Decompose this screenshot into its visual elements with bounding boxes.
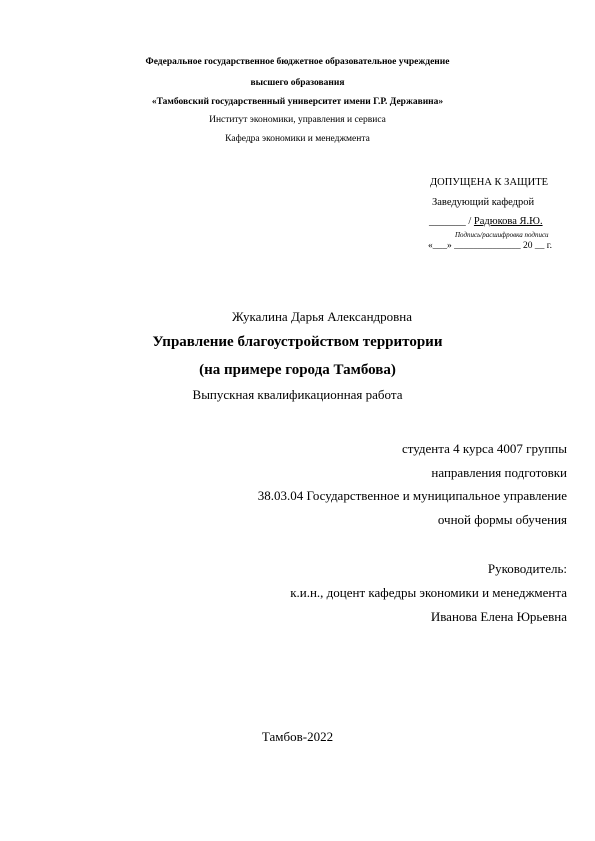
- author-name: Жукалина Дарья Александровна: [232, 309, 413, 324]
- signature-caption: Подпись/расшифровка подписи: [455, 231, 549, 239]
- approval-date-line: «___» ______________ 20 __ г.: [428, 241, 552, 251]
- approval-status: ДОПУЩЕНА К ЗАЩИТЕ: [430, 177, 549, 188]
- supervisor-position: к.и.н., доцент кафедры экономики и менеджмента: [290, 585, 567, 600]
- supervisor-label: Руководитель:: [487, 561, 567, 576]
- institution-line-1: Федеральное государственное бюджетное образовательное учреждение: [145, 57, 450, 67]
- university-name: «Тамбовский государственный университет имени Г.Р. Державина»: [151, 97, 444, 107]
- head-name: Радюкова Я.Ю.: [473, 216, 543, 227]
- institute-name: Институт экономики, управления и сервиса: [209, 115, 386, 125]
- supervisor-name: Иванова Елена Юрьевна: [430, 609, 567, 624]
- institution-line-2: высшего образования: [250, 78, 345, 88]
- student-direction-label: направления подготовки: [431, 465, 567, 480]
- city-year: Тамбов-2022: [261, 729, 334, 744]
- thesis-title-line-1: Управление благоустройством территории: [152, 334, 443, 350]
- student-study-form: очной формы обучения: [437, 512, 567, 527]
- department-name: Кафедра экономики и менеджмента: [225, 134, 370, 144]
- student-course-group: студента 4 курса 4007 группы: [401, 441, 567, 456]
- signature-separator: /: [465, 216, 474, 227]
- signature-blank: _______: [429, 216, 466, 227]
- head-of-department-title: Заведующий кафедрой: [432, 197, 535, 208]
- student-direction: 38.03.04 Государственное и муниципальное управление: [257, 488, 567, 503]
- head-signature-line: [429, 216, 543, 227]
- work-type: Выпускная квалификационная работа: [192, 387, 403, 402]
- thesis-title-line-2: (на примере города Тамбова): [199, 362, 396, 378]
